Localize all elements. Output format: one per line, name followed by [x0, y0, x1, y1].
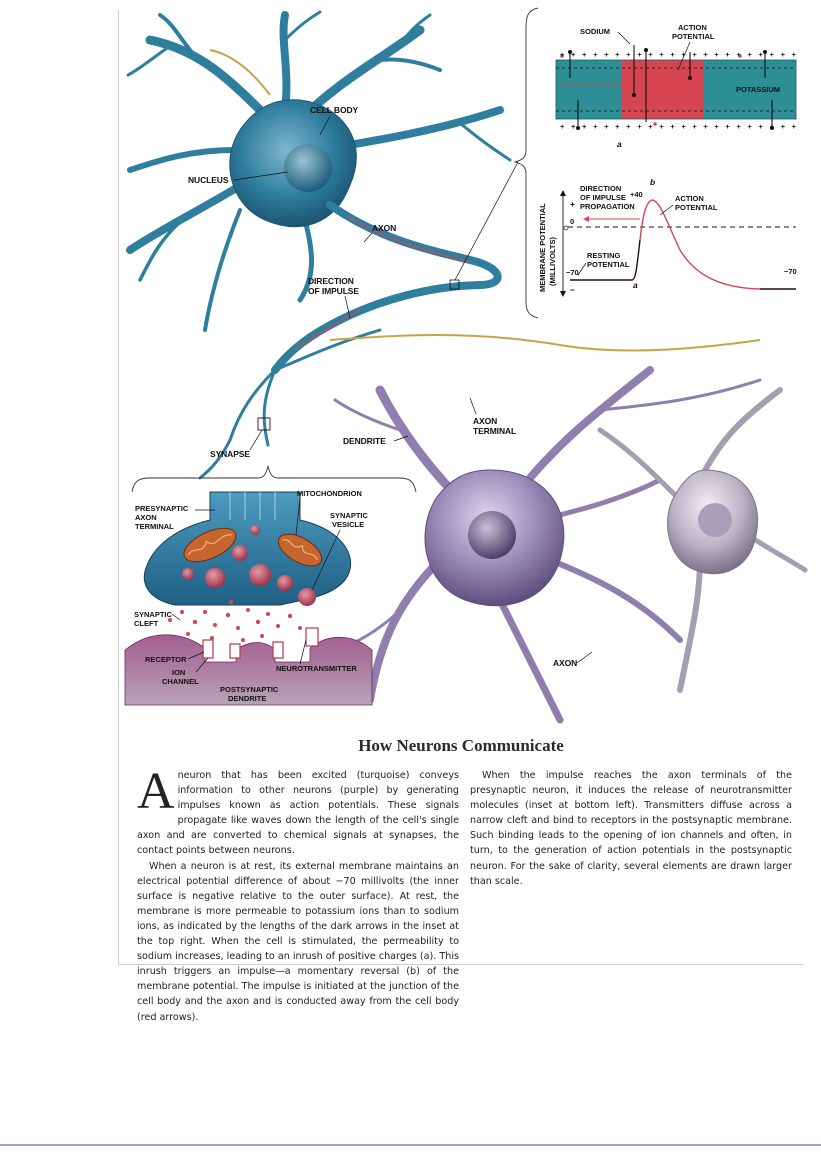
article-column-left: [137, 763, 459, 1025]
label-presynaptic-1: PRESYNAPTIC: [135, 504, 189, 513]
article-paragraph-1: [137, 763, 459, 859]
label-axon-lower: AXON: [553, 658, 578, 668]
graph-ylabel-1: MEMBRANE POTENTIAL: [538, 203, 547, 292]
drop-cap: A: [137, 763, 175, 820]
label-presynaptic-3: TERMINAL: [135, 522, 174, 531]
graph-resting-1: RESTING: [587, 251, 621, 260]
label-ion-channel-1: ION: [172, 668, 186, 677]
graph-dir-1: DIRECTION: [580, 184, 622, 193]
article-paragraph-3: When the impulse reaches the axon terminals of the presynaptic neuron, it induces the release of neurotransmitter molecules (inset at bottom left). Transmitters diffuse across a narrow cleft and bind to receptors in the postsynaptic membrane. Such binding leads to the opening of ion channels and often, in turn, to the generation of action potentials in the postsynaptic neuron. For the sake of clarity, several elements are drawn larger than scale.: [470, 770, 792, 887]
synapse-inset: [125, 489, 372, 705]
label-ion-channel-2: CHANNEL: [162, 677, 199, 686]
label-axon-main: AXON: [372, 223, 397, 233]
label-synaptic-vesicle-2: VESICLE: [332, 520, 365, 529]
svg-text:+ + + + + + + + + + + + + + +: + + + + + + + + + + + + + + + + + + + + + +: [560, 50, 796, 59]
label-synaptic-cleft-1: SYNAPTIC: [134, 610, 172, 619]
graph-action-1: ACTION: [675, 194, 704, 203]
graph-resting-2: POTENTIAL: [587, 260, 630, 269]
background-neuron: [600, 390, 805, 690]
graph-tick-0: 0: [570, 217, 575, 226]
graph-dir-3: PROPAGATION: [580, 202, 635, 211]
action-potential-graph: [538, 177, 797, 297]
label-receptor: RECEPTOR: [145, 655, 187, 664]
article-title: How Neurons Communicate: [358, 736, 564, 755]
label-mitochondrion: MITOCHONDRION: [297, 489, 362, 498]
article-paragraph-2: When a neuron is at rest, its external membrane maintains an electrical potential difference of about −70 millivolts (the inner surface is negative relative to the outer surface). At rest, the membrane is more permeable to potassium ions than to sodium ions, as indicated by the lengths of the dark arrows in the inset at the top right. When the cell is stimulated, the permeability to sodium increases, leading to an inrush of positive charges (a). This inrush triggers an impulse—a momentary reversal (b) of the membrane potential. The impulse is initiated at the junction of the cell body and the axon and is conducted away from the cell body (red arrows).: [137, 860, 459, 1023]
scan-edge-line: [0, 1144, 821, 1146]
label-synapse: SYNAPSE: [210, 449, 250, 459]
graph-action-2: POTENTIAL: [675, 203, 718, 212]
label-axon-terminal-1: AXON: [473, 416, 498, 426]
label-presynaptic-2: AXON: [135, 513, 157, 522]
label-synaptic-vesicle-1: SYNAPTIC: [330, 511, 368, 520]
membrane-inset: [556, 23, 797, 149]
graph-dir-2: OF IMPULSE: [580, 193, 626, 202]
graph-point-b: b: [650, 177, 656, 187]
graph-ylabel-2: (MILLIVOLTS): [548, 236, 557, 286]
label-cell-body: CELL BODY: [310, 105, 359, 115]
graph-tick-minus70-right: −70: [784, 267, 797, 276]
label-potassium: POTASSIUM: [736, 85, 781, 94]
label-postsynaptic-2: DENDRITE: [228, 694, 267, 703]
label-action-1: ACTION: [678, 23, 707, 32]
label-direction-2: OF IMPULSE: [308, 286, 359, 296]
label-synaptic-cleft-2: CLEFT: [134, 619, 159, 628]
graph-minus: −: [570, 285, 575, 295]
paragraph-1-text: neuron that has been excited (turquoise) conveys information to other neurons (purple) by generating impulses known as action potentials. These signals propagate like waves down the length of the cell's single axon and are converted to chemical signals at synapses, the contact points between neurons.: [137, 770, 459, 857]
graph-tick-minus70-left: −70: [566, 268, 579, 277]
membrane-point-a: a: [617, 139, 622, 149]
label-postsynaptic-1: POSTSYNAPTIC: [220, 685, 279, 694]
graph-tick-plus40: +40: [630, 190, 643, 199]
graph-plus: +: [570, 199, 575, 209]
nucleus-shape: [284, 144, 332, 192]
svg-text:+ + + + + + + + + + + + + + +: + + + + + + + + + + + + + + + + + + + + + +: [560, 122, 796, 131]
inset-bracket: [515, 8, 538, 318]
graph-point-a: a: [633, 280, 638, 290]
label-axon-terminal-2: TERMINAL: [473, 426, 517, 436]
label-nucleus: NUCLEUS: [188, 175, 229, 185]
label-dendrite: DENDRITE: [343, 436, 386, 446]
synapse-inset-bracket: [132, 466, 416, 492]
label-direction-1: DIRECTION: [308, 276, 354, 286]
label-neurotransmitter: NEUROTRANSMITTER: [276, 664, 357, 673]
article-column-right: [470, 768, 792, 889]
label-action-2: POTENTIAL: [672, 32, 715, 41]
label-sodium: SODIUM: [580, 27, 610, 36]
